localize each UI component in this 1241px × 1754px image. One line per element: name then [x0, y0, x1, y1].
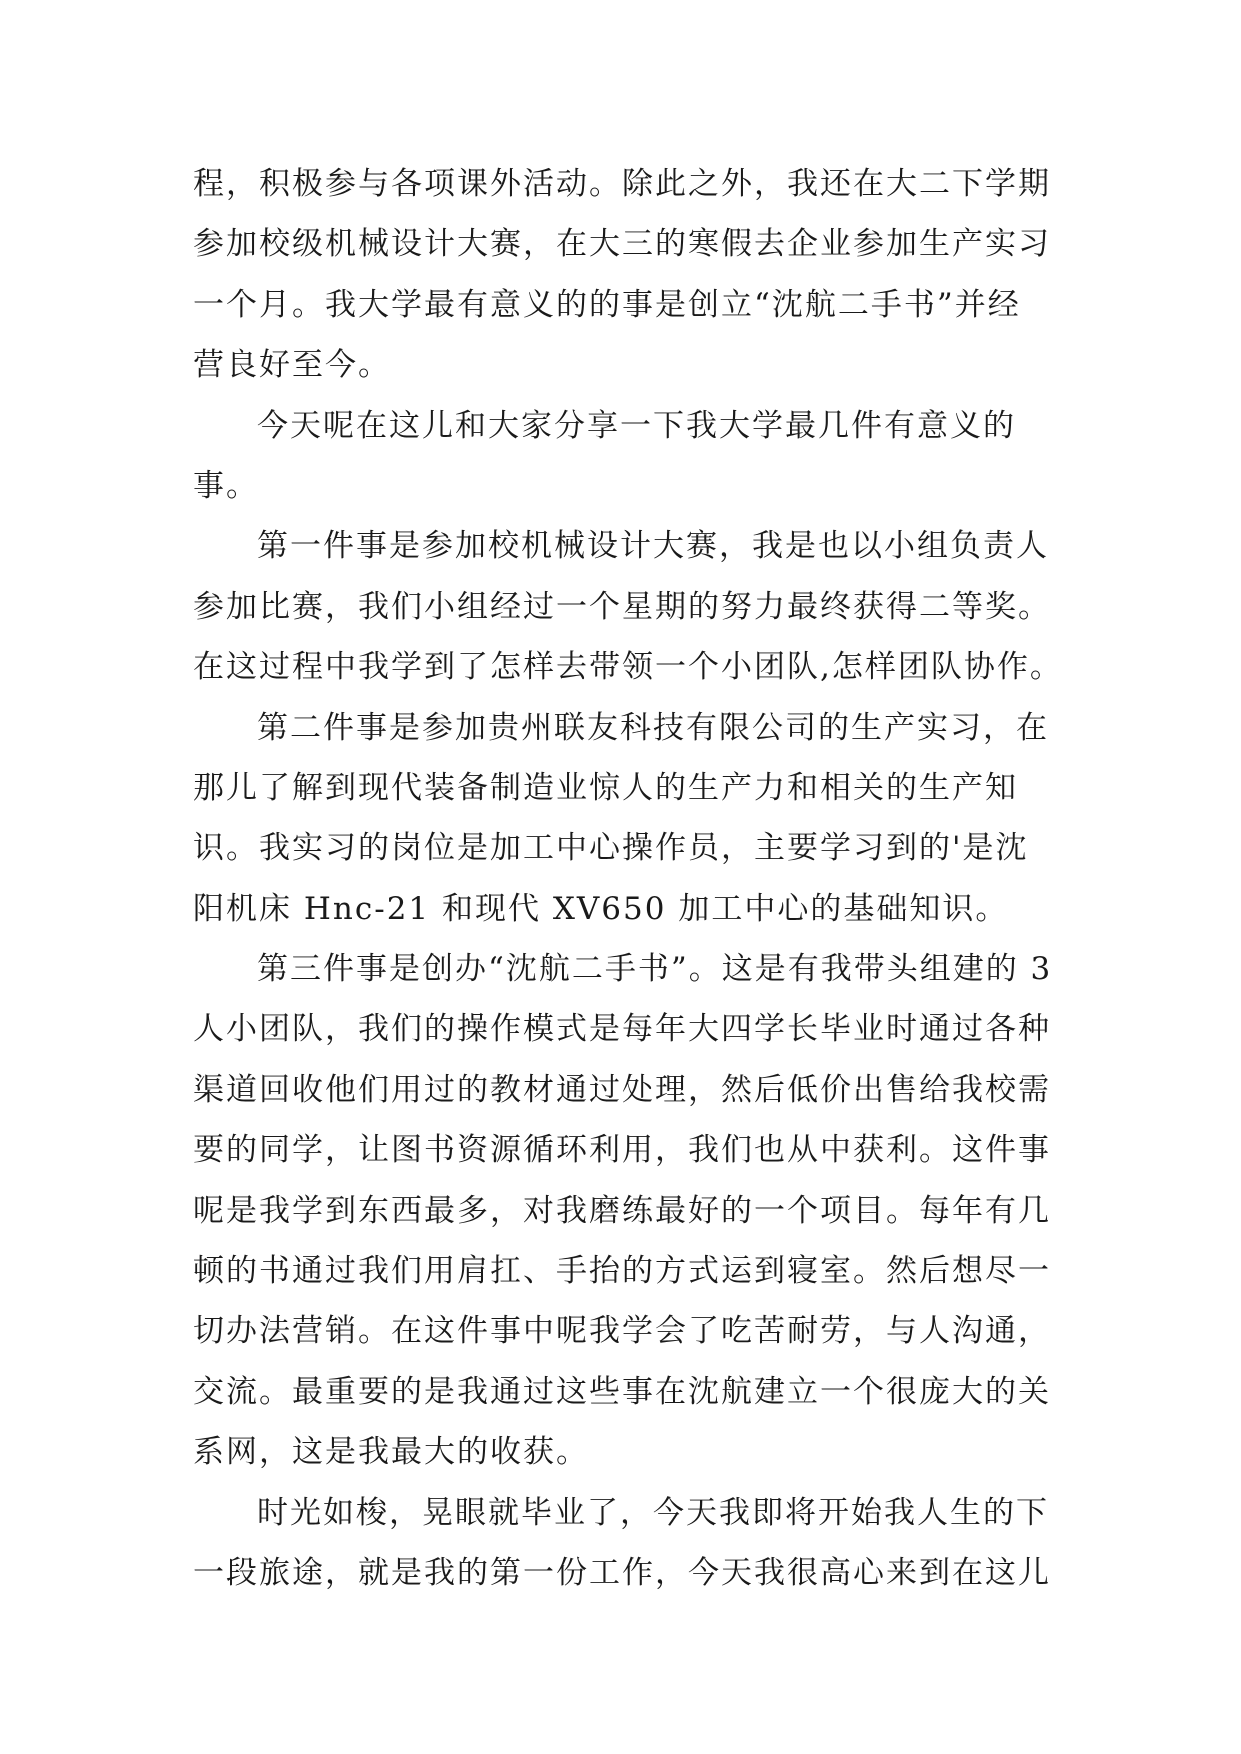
- text-line: 事。: [193, 467, 259, 504]
- paragraph-first-line: 时光如梭，晃眼就毕业了，今天我即将开始我人生的下: [257, 1494, 1049, 1531]
- text-line: 要的同学，让图书资源循环利用，我们也从中获利。这件事: [193, 1132, 1051, 1169]
- text-line: 参加比赛，我们小组经过一个星期的努力最终获得二等奖。: [193, 588, 1051, 625]
- paragraph-first-line: 第二件事是参加贵州联友科技有限公司的生产实习，在: [257, 709, 1049, 746]
- paragraph-first-line: 第三件事是创办“沈航二手书”。这是有我带头组建的 3: [257, 951, 1053, 988]
- text-line: 交流。最重要的是我通过这些事在沈航建立一个很庞大的关: [193, 1373, 1051, 1410]
- text-line: 阳机床 Hnc-21 和现代 XV650 加工中心的基础知识。: [193, 890, 1009, 927]
- text-line: 在这过程中我学到了怎样去带领一个小团队,怎样团队协作。: [193, 649, 1063, 686]
- text-line: 程，积极参与各项课外活动。除此之外，我还在大二下学期: [193, 166, 1051, 202]
- text-line: 系网，这是我最大的收获。: [193, 1434, 589, 1471]
- paragraph-first-line: 第一件事是参加校机械设计大赛，我是也以小组负责人: [257, 528, 1049, 565]
- text-line: 一个月。我大学最有意义的的事是创立“沈航二手书”并经: [193, 286, 1021, 323]
- text-line: 参加校级机械设计大赛，在大三的寒假去企业参加生产实习: [193, 226, 1051, 263]
- text-line: 切办法营销。在这件事中呢我学会了吃苦耐劳，与人沟通，: [193, 1313, 1051, 1350]
- document-body: [193, 154, 1073, 1603]
- text-line: 渠道回收他们用过的教材通过处理，然后低价出售给我校需: [193, 1071, 1051, 1108]
- text-line: 呢是我学到东西最多，对我磨练最好的一个项目。每年有几: [193, 1192, 1051, 1229]
- text-line: 营良好至今。: [193, 347, 391, 384]
- text-line: 人小团队，我们的操作模式是每年大四学长毕业时通过各种: [193, 1011, 1051, 1048]
- text-line: 一段旅途，就是我的第一份工作，今天我很高心来到在这儿: [193, 1554, 1051, 1591]
- text-line: 识。我实习的岗位是加工中心操作员，主要学习到的'是沈: [193, 830, 1029, 867]
- text-line: 顿的书通过我们用肩扛、手抬的方式运到寝室。然后想尽一: [193, 1253, 1051, 1290]
- text-line: 那儿了解到现代装备制造业惊人的生产力和相关的生产知: [193, 769, 1018, 806]
- paragraph-first-line: 今天呢在这儿和大家分享一下我大学最几件有意义的: [257, 407, 1016, 444]
